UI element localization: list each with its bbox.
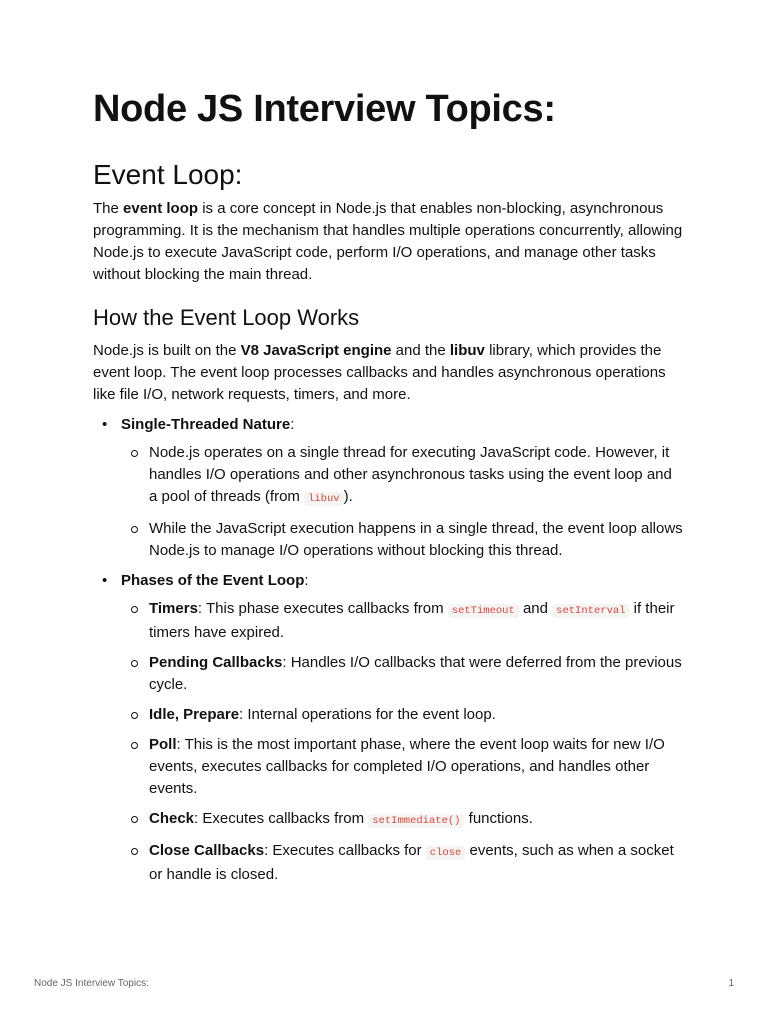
phases-sublist: [121, 598, 683, 886]
v8-bold: V8 JavaScript engine: [240, 342, 392, 359]
list-item-single-threaded: • Single-Threaded Nature: Node.js operates on a single thread for executing JavaScript code. However, it handles I/O operations and other asynchronous tasks using the event loop and a pool of threads (from libuv ). While the JavaScript execution happens in a single thread, the event loop allows Node.js to manage I/O operations without blocking this thread.: [93, 414, 683, 562]
event-loop-bold: event loop: [123, 200, 199, 217]
list-item-check: Check: Executes callbacks from setImmediate() functions.: [121, 808, 683, 832]
topics-list: [93, 414, 683, 886]
list-item-pending: Pending Callbacks: Handles I/O callbacks that were deferred from the previous cycle.: [121, 652, 683, 696]
list-item: While the JavaScript execution happens in a single thread, the event loop allows Node.js to manage I/O operations without blocking this thread.: [121, 518, 683, 562]
code-close: close: [426, 846, 466, 860]
list-item-poll: Poll: This is the most important phase, where the event loop waits for new I/O events, executes callbacks for completed I/O operations, and handles other events.: [121, 734, 683, 800]
code-settimeout: setTimeout: [448, 604, 519, 618]
document-page: [93, 86, 683, 894]
libuv-bold: libuv: [449, 342, 485, 359]
list-item-idle: Idle, Prepare: Internal operations for the event loop.: [121, 704, 683, 726]
page-title: Node JS Interview Topics:: [93, 88, 556, 130]
event-loop-heading: Event Loop:: [93, 159, 243, 190]
list-item: Node.js operates on a single thread for executing JavaScript code. However, it handles I/O operations and other asynchronous tasks using the event loop and a pool of threads (from libuv ).: [121, 442, 683, 510]
code-setimmediate: setImmediate(): [368, 814, 464, 828]
how-it-works-paragraph: Node.js is built on the V8 JavaScript engine and the libuv library, which provides the event loop. The event loop processes callbacks and handles asynchronous operations like file I/O, network requests, timers, and more.: [93, 342, 666, 403]
event-loop-intro: The event loop is a core concept in Node.js that enables non-blocking, asynchronous programming. It is the mechanism that handles multiple operations concurrently, allowing Node.js to execute JavaScript code, perform I/O operations, and manage other tasks without blocking the main thread.: [93, 200, 683, 283]
single-threaded-sublist: [121, 442, 683, 562]
footer-title: Node JS Interview Topics:: [34, 978, 149, 989]
page-number: 1: [728, 978, 734, 989]
list-item-phases: • Phases of the Event Loop: Timers: This phase executes callbacks from setTimeout and setInterval if their timers have expired. Pending Callbacks: Handles I/O callbacks that were deferred from the previous cycle. Idle, Prepare: Internal operations for the event loop. Poll: This is the most important phase, where the event loop waits for new I/O events, executes callbacks for completed I/O operations, and handles other events. Check: Executes callbacks from setImmediate() functions. Close Callbacks: Executes callbacks for close events, such as when a socket or handle is closed.: [93, 570, 683, 886]
list-item-close: Close Callbacks: Executes callbacks for close events, such as when a socket or handle is closed.: [121, 840, 683, 886]
how-it-works-heading: How the Event Loop Works: [93, 305, 360, 330]
code-setinterval: setInterval: [552, 604, 629, 618]
code-libuv: libuv: [304, 492, 344, 506]
list-item-timers: Timers: This phase executes callbacks from setTimeout and setInterval if their timers have expired.: [121, 598, 683, 644]
